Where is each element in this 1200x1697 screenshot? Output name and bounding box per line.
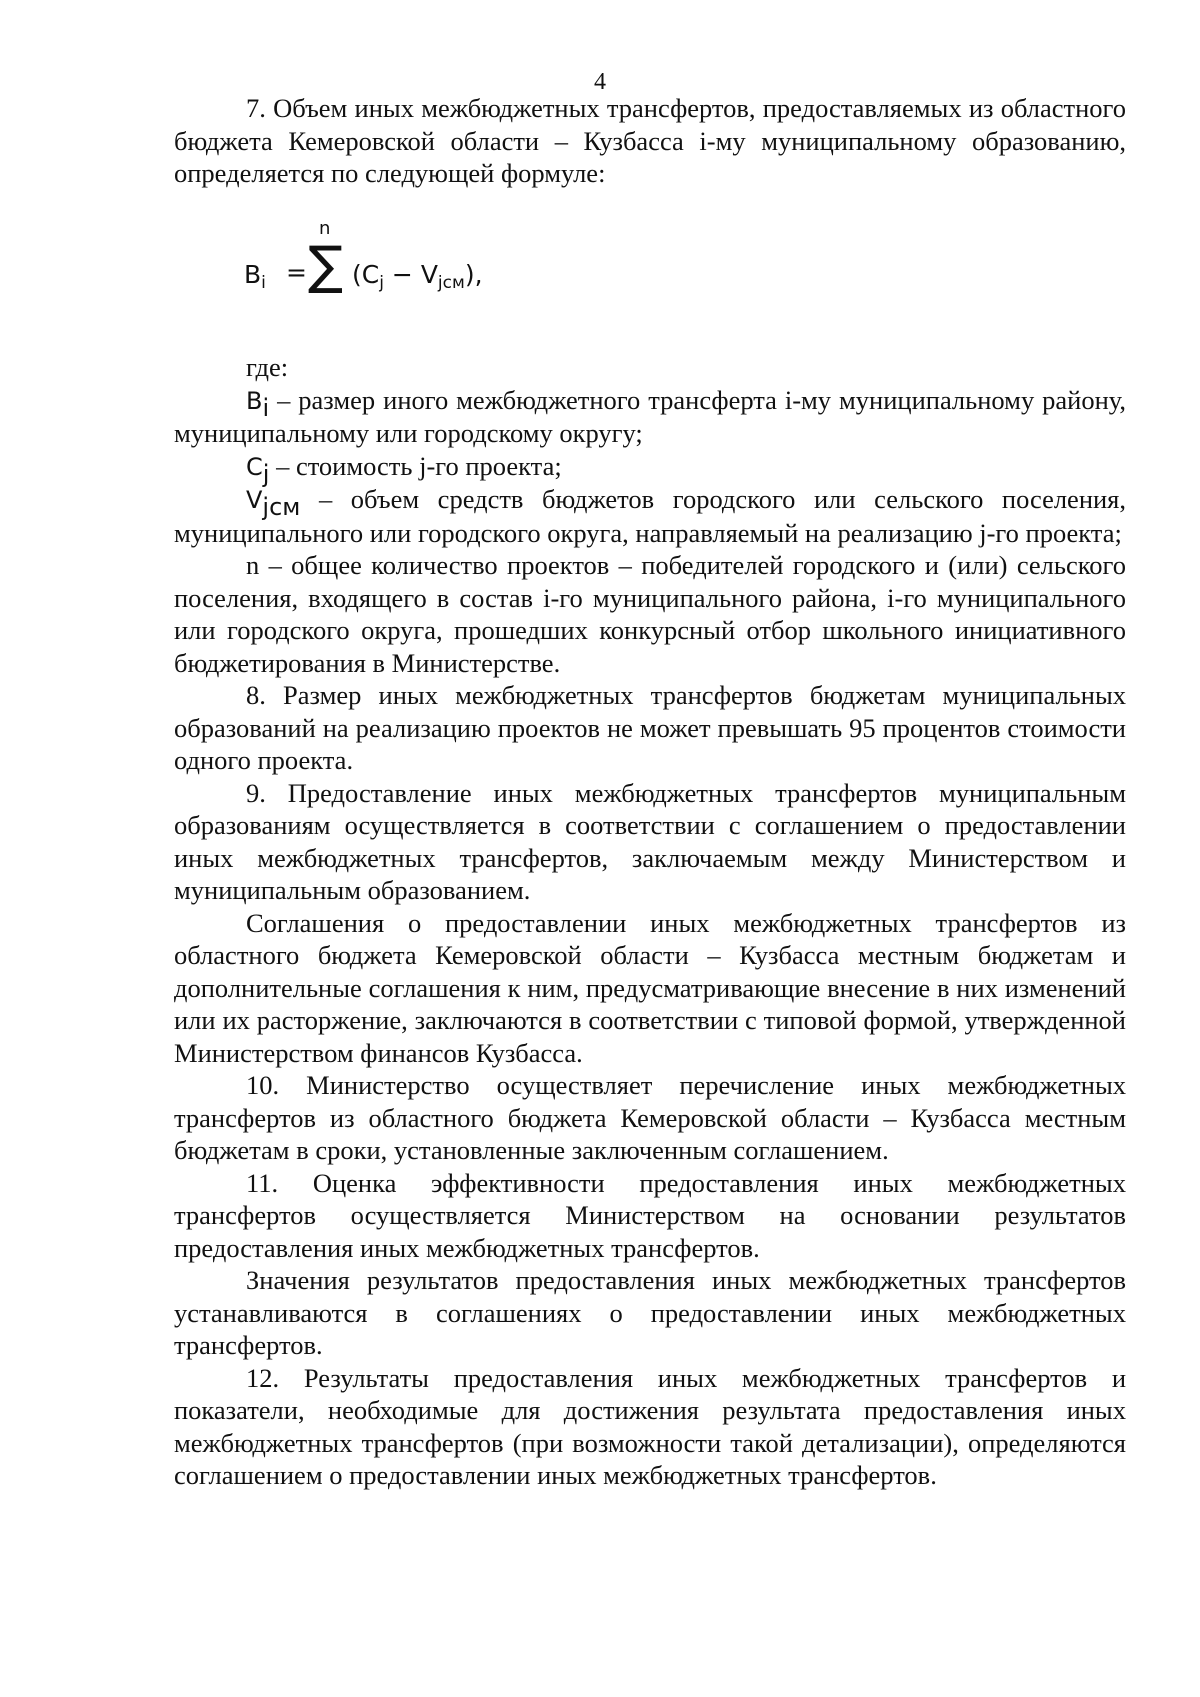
paragraph-11: 11. Оценка эффективности предоставления иных межбюджетных трансфертов осуществляется Министерством на основании результатов предоставления иных межбюджетных трансфертов. xyxy=(174,1167,1126,1263)
formula-minus: − xyxy=(391,260,413,289)
definition-c-symbol: C xyxy=(246,452,263,481)
formula-sum-upper-limit: n xyxy=(319,218,331,239)
definition-c-subscript: j xyxy=(262,459,270,488)
formula-sum-sign: ∑ xyxy=(308,236,344,296)
paragraph-8: 8. Размер иных межбюджетных трансфертов бюджетам муниципальных образований на реализацию проектов не может превышать 95 процентов стоимости одного проекта. xyxy=(174,680,1126,775)
formula-c-subscript: j xyxy=(379,273,384,294)
definition-v xyxy=(174,483,1126,549)
formula-close: ), xyxy=(464,260,483,289)
paragraph-9-agreements: Соглашения о предоставлении иных межбюджетных трансфертов из областного бюджета Кемеровской области – Кузбасса местным бюджетам и дополнительные соглашения к ним, предусматривающие внесение в них изменений или их расторжение, заключаются в соответствии с типовой формой, утвержденной Министерством финансов Кузбасса. xyxy=(174,907,1126,1068)
definition-n: n – общее количество проектов – победителей городского и (или) сельского поселения, входящего в состав i-го муниципального района, i-го муниципального или городского округа, прошедших конкурсный отбор школьного инициативного бюджетирования в Министерстве. xyxy=(174,550,1126,678)
page-number: 4 xyxy=(594,69,606,95)
paragraph-11-values: Значения результатов предоставления иных межбюджетных трансфертов устанавливаются в соглашениях о предоставлении иных межбюджетных трансфертов. xyxy=(174,1265,1126,1360)
formula-lhs xyxy=(244,260,266,294)
paragraph-10: 10. Министерство осуществляет перечисление иных межбюджетных трансфертов из областного бюджета Кемеровской области – Кузбасса местным бюджетам в сроки, установленные заключенным соглашением. xyxy=(174,1070,1126,1165)
paragraph-7: 7. Объем иных межбюджетных трансфертов, предоставляемых из областного бюджета Кемеровской области – Кузбасса i-му муниципальному образованию, определяется по следующей формуле: xyxy=(174,93,1126,188)
text-block-main xyxy=(174,351,1126,1492)
definition-c-text: – стоимость j-го проекта; xyxy=(269,450,562,481)
definition-v-text: – объем средств бюджетов городского или сельского поселения, муниципального или городского округа, направляемый на реализацию j-го проекта; xyxy=(174,484,1126,548)
formula-lhs-subscript: i xyxy=(261,273,266,294)
formula-open: (C xyxy=(352,260,380,289)
definition-v-subscript: jсм xyxy=(262,493,301,522)
definition-c xyxy=(174,450,1126,488)
paragraph-12: 12. Результаты предоставления иных межбюджетных трансфертов и показатели, необходимые для достижения результата предоставления иных межбюджетных трансфертов (при возможности такой детализации), определяются соглашением о предоставлении иных межбюджетных трансфертов. xyxy=(174,1362,1126,1490)
definition-b-subscript: i xyxy=(262,393,270,422)
formula-equals: = xyxy=(286,258,307,287)
formula-lhs-symbol: B xyxy=(244,260,262,289)
where-label: где: xyxy=(246,352,289,382)
formula-v-symbol: V xyxy=(420,260,438,289)
formula xyxy=(244,218,564,312)
text-block-top xyxy=(174,92,1126,190)
definition-b xyxy=(174,384,1126,450)
definition-v-symbol: V xyxy=(246,486,263,514)
definition-b-text: – размер иного межбюджетного трансферта i-му муниципальному району, муниципальному или городскому округу; xyxy=(174,384,1126,448)
paragraph-9: 9. Предоставление иных межбюджетных трансфертов муниципальным образованиям осуществляется в соответствии с соглашением о предоставлении иных межбюджетных трансфертов, заключаемым между Министерством и муниципальным образованием. xyxy=(174,777,1126,905)
definition-b-symbol: B xyxy=(246,386,263,415)
formula-body xyxy=(352,260,483,294)
formula-v-subscript: jсм xyxy=(437,273,465,294)
